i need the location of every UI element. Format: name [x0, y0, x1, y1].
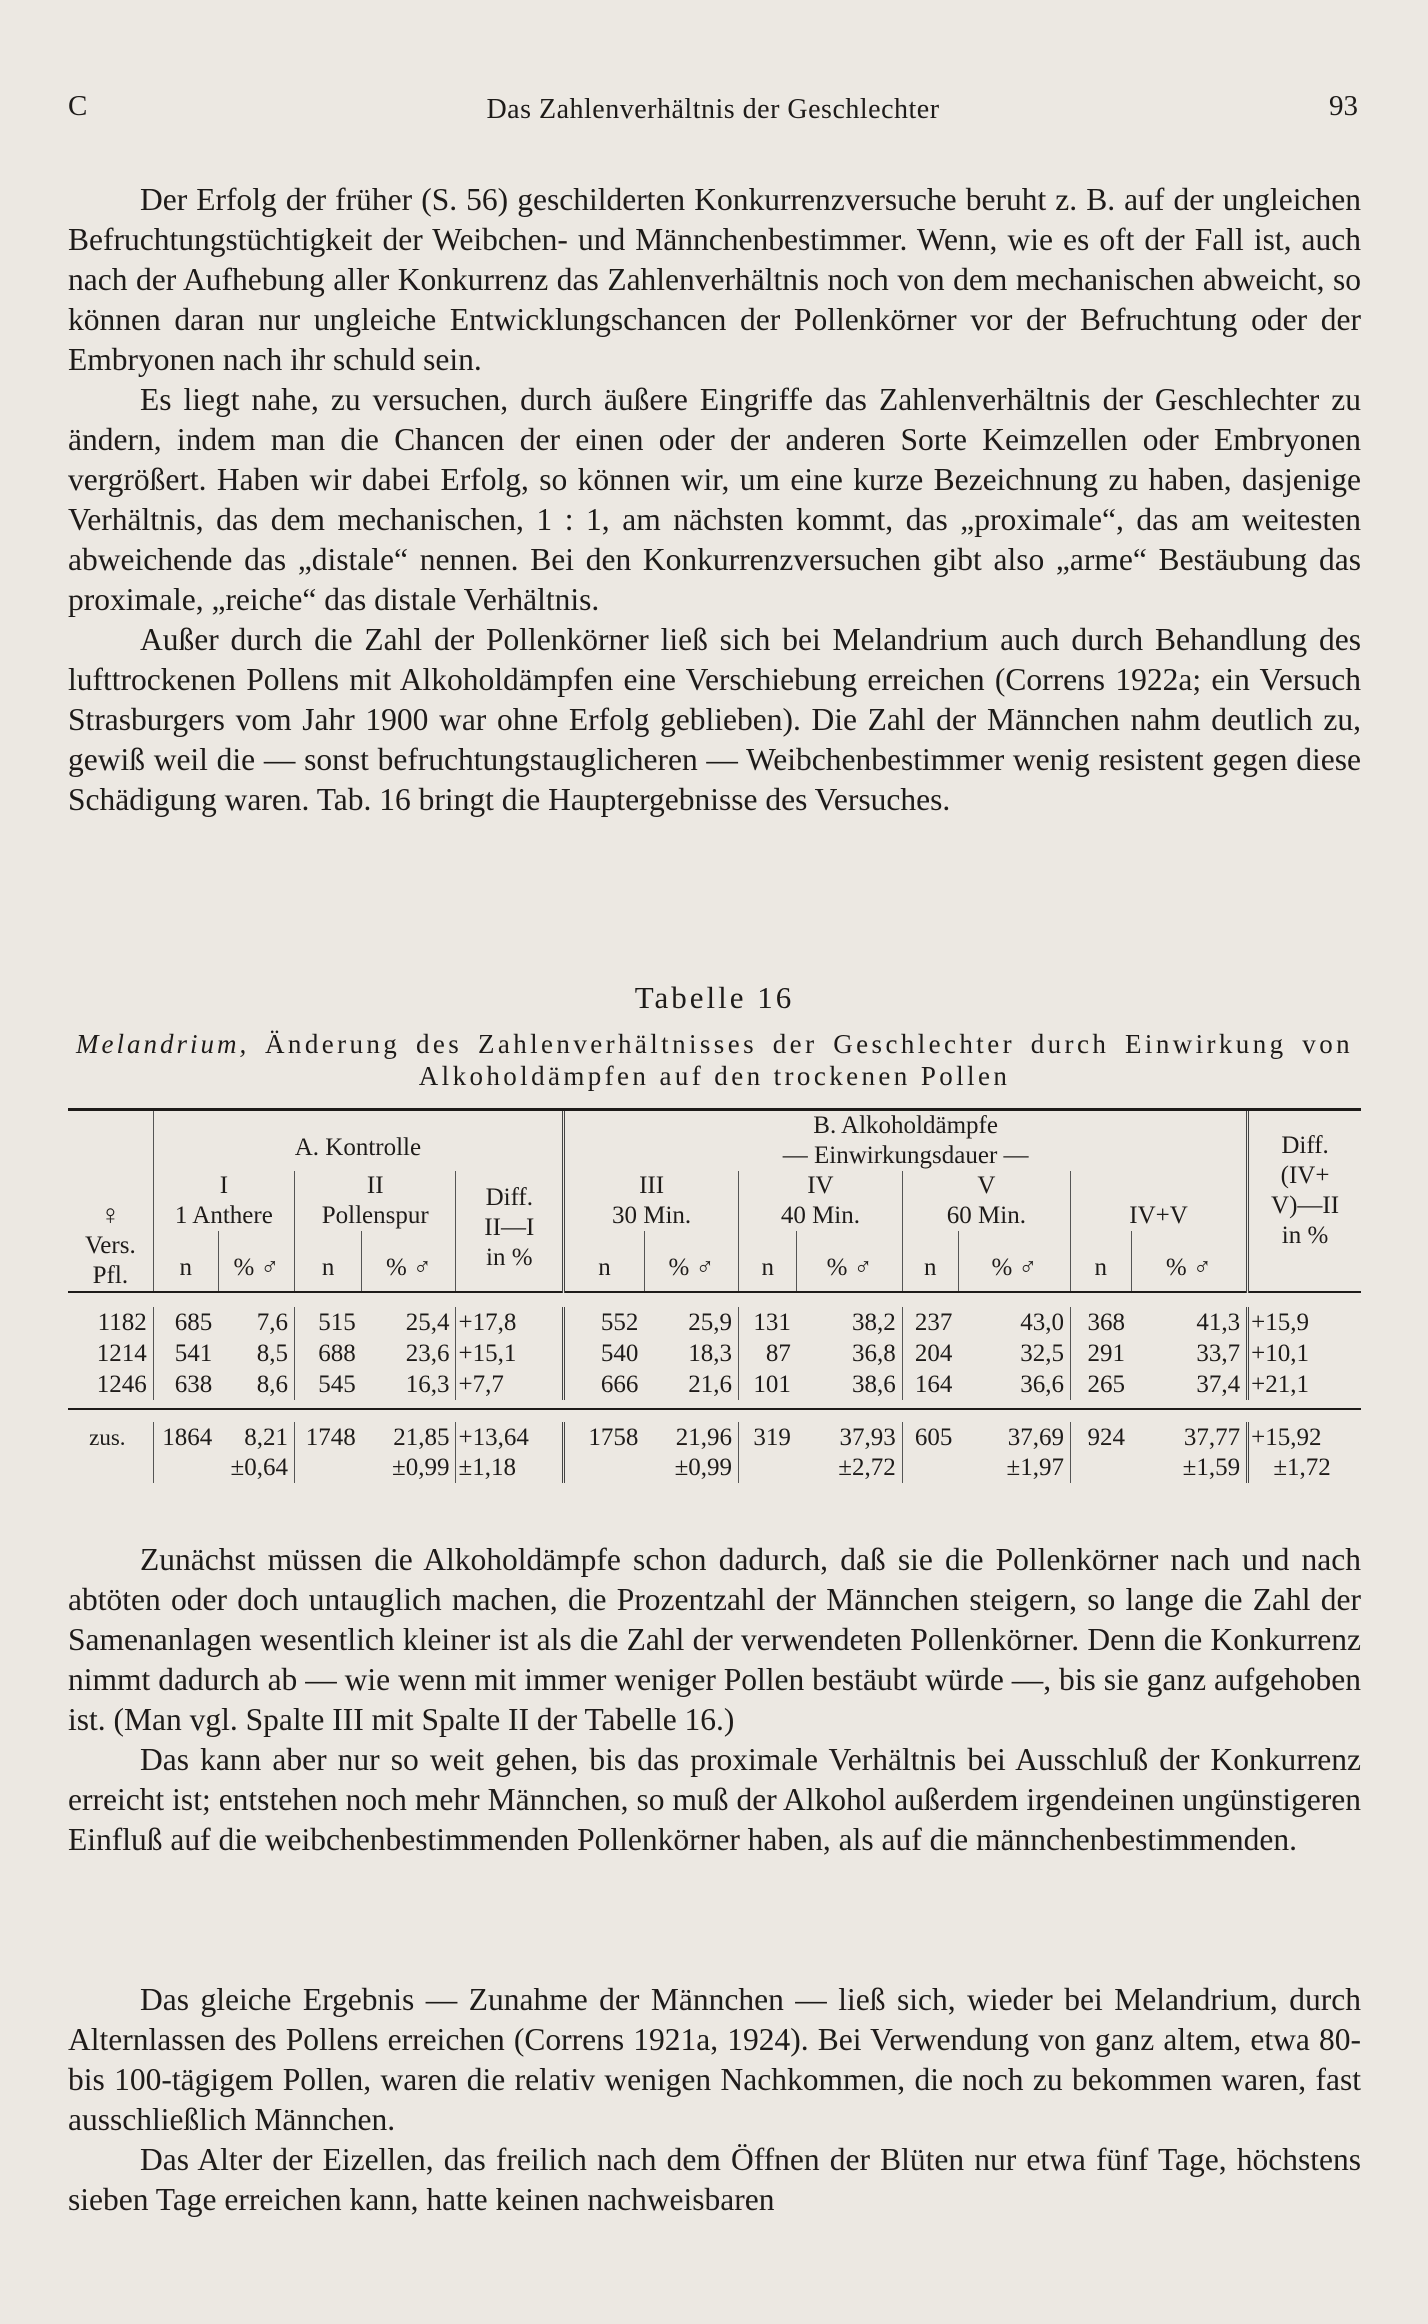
paragraph: Es liegt nahe, zu versuchen, durch äußere Eingriffe das Zahlenverhältnis der Geschlechter zu ändern, indem man die Chancen der einen oder der anderen Sorte Keimzellen oder Embryonen vergrößert. Haben wir dabei Erfolg, so können wir, um eine kurze Bezeichnung zu haben, dasjenige Verhältnis, das dem mechanischen, 1 : 1, am nächsten kommt, das „proximale“, das am weitesten abweichende das „distale“ nennen. Bei den Konkurrenzversuchen gibt also „arme“ Bestäubung das proximale, „reiche“ das distale Verhältnis.	[68, 382, 1361, 617]
col-III-sub: 30 Min.	[611, 1202, 692, 1229]
col-n: n	[295, 1231, 362, 1292]
cell: ±1,18	[456, 1453, 564, 1483]
cell: 688	[295, 1338, 362, 1369]
cell: ±0,99	[391, 1454, 450, 1481]
col-n: n	[1070, 1231, 1131, 1292]
col-IV-sub: 40 Min.	[780, 1202, 860, 1229]
cell: 8,6	[256, 1371, 288, 1398]
cell: ±1,59	[1182, 1454, 1241, 1481]
cell: 41,3	[1196, 1309, 1241, 1336]
table-title: Tabelle 16	[634, 980, 795, 1015]
table-sum-row	[68, 1422, 1361, 1453]
col-V-sub: 60 Min.	[946, 1202, 1026, 1229]
cell: 237	[902, 1307, 958, 1338]
table-row	[68, 1307, 1361, 1338]
cell: 1182	[97, 1309, 147, 1336]
text-block-3	[68, 1980, 1361, 2220]
cell: 7,6	[256, 1309, 288, 1336]
cell: +7,7	[456, 1369, 564, 1400]
table-header-row-1	[68, 1111, 1361, 1171]
col-III-header	[564, 1171, 739, 1231]
cell: 291	[1070, 1338, 1131, 1369]
diff-total-unit: in %	[1281, 1222, 1329, 1249]
table-subtitle-text: Änderung des Zahlenverhältnisses der Geschlechter durch Einwirkung von Alkoholdämpfen auf den trockenen Pollen	[249, 1029, 1353, 1091]
cell: 36,6	[1020, 1371, 1064, 1398]
group-b-header	[564, 1111, 1248, 1171]
cell: 540	[564, 1338, 645, 1369]
col-V-label: V	[977, 1172, 996, 1199]
col-III-label: III	[639, 1172, 665, 1199]
header-signature: C	[68, 90, 88, 122]
group-b-subtitle: — Einwirkungsdauer —	[782, 1142, 1029, 1169]
diff-formula: II—I	[484, 1214, 535, 1241]
cell: 8,5	[256, 1340, 288, 1367]
cell: 685	[153, 1307, 218, 1338]
table-subtitle	[68, 1028, 1361, 1092]
cell: 38,6	[852, 1371, 896, 1398]
cell: 1748	[295, 1422, 362, 1453]
col-II-header	[295, 1171, 456, 1231]
diff-total-formula-1: (IV+	[1280, 1162, 1330, 1189]
cell: 1758	[564, 1422, 645, 1453]
cell: ±2,72	[838, 1454, 896, 1481]
cell: 368	[1070, 1307, 1131, 1338]
cell: 23,6	[405, 1340, 450, 1367]
cell: ±1,72	[1248, 1453, 1361, 1483]
col-n: n	[902, 1231, 958, 1292]
diff-total-formula-2: V)—II	[1271, 1192, 1340, 1219]
cell	[153, 1453, 218, 1483]
cell	[739, 1453, 797, 1483]
paragraph: Das gleiche Ergebnis — Zunahme der Männchen — ließ sich, wieder bei Melandrium, durch Alternlassen des Pollens erreichen (Correns 1921a, 1924). Bei Verwendung von ganz altem, etwa 80- bis 100-tägigem Pollen, waren die relativ wenigen Nachkommen, die noch zu bekommen waren, fast ausschließlich Männchen.	[68, 1982, 1361, 2137]
group-a-header: A. Kontrolle	[153, 1111, 563, 1171]
cell: 37,69	[1007, 1424, 1064, 1451]
paragraph: Zunächst müssen die Alkoholdämpfe schon dadurch, daß sie die Pollenkörner nach und nach abtöten oder doch untauglich machen, die Prozentzahl der Männchen steigern, so lange die Zahl der Samenanlagen wesentlich kleiner ist als die Zahl der verwendeten Pollenkörner. Denn die Konkurrenz nimmt dadurch ab — wie wenn mit immer weniger Pollen bestäubt würde —, bis sie ganz aufgehoben ist. (Man vgl. Spalte III mit Spalte II der Tabelle 16.)	[68, 1542, 1361, 1737]
diff-total-label: Diff.	[1281, 1132, 1329, 1159]
cell: 33,7	[1196, 1340, 1241, 1367]
cell: 21,6	[688, 1371, 733, 1398]
cell: 36,8	[852, 1340, 896, 1367]
table-row	[68, 1338, 1361, 1369]
cell	[1070, 1453, 1131, 1483]
cell: zus.	[89, 1425, 126, 1450]
diff-total-header	[1248, 1111, 1361, 1292]
col-pct: % ♂	[362, 1231, 456, 1292]
col-pct: % ♂	[644, 1231, 738, 1292]
cell: ±0,64	[230, 1454, 288, 1481]
col-pct: % ♂	[797, 1231, 902, 1292]
cell	[902, 1453, 958, 1483]
cell: 43,0	[1020, 1309, 1064, 1336]
cell: 515	[295, 1307, 362, 1338]
cell: 21,96	[675, 1424, 733, 1451]
pfl-label: Pfl.	[92, 1262, 129, 1289]
col-I-label: I	[219, 1172, 229, 1199]
cell: 605	[902, 1422, 958, 1453]
cell: 1214	[96, 1340, 147, 1367]
vers-pfl-header	[68, 1231, 153, 1292]
cell: 16,3	[405, 1371, 450, 1398]
cell: 638	[153, 1369, 218, 1400]
cell: 552	[564, 1307, 645, 1338]
cell: +15,92	[1248, 1422, 1361, 1453]
cell: ±0,99	[674, 1454, 733, 1481]
col-IVV-header: IV+V	[1070, 1171, 1247, 1231]
paragraph: Das Alter der Eizellen, das freilich nach dem Öffnen der Blüten nur etwa fünf Tage, höchstens sieben Tage erreichen kann, hatte keinen nachweisbaren	[68, 2142, 1361, 2217]
table-header-row-2	[68, 1171, 1361, 1231]
cell: 541	[153, 1338, 218, 1369]
cell: +15,9	[1248, 1307, 1361, 1338]
cell: +10,1	[1248, 1338, 1361, 1369]
table-subtitle-species: Melandrium,	[76, 1029, 250, 1059]
cell: 164	[902, 1369, 958, 1400]
cell	[295, 1453, 362, 1483]
col-n: n	[739, 1231, 797, 1292]
col-n: n	[153, 1231, 218, 1292]
col-pct: % ♂	[1131, 1231, 1248, 1292]
text-block-2	[68, 1540, 1361, 1860]
diff-unit: in %	[486, 1244, 533, 1271]
cell: 545	[295, 1369, 362, 1400]
cell: 101	[739, 1369, 797, 1400]
col-n: n	[564, 1231, 645, 1292]
cell: 319	[739, 1422, 797, 1453]
paragraph: Der Erfolg der früher (S. 56) geschilderten Konkurrenzversuche beruht z. B. auf der ungleichen Befruchtungstüchtigkeit der Weibchen- und Männchenbestimmer. Wenn, wie es oft der Fall ist, auch nach der Aufhebung aller Konkurrenz das Zahlenverhältnis noch von dem mechanischen abweicht, so können daran nur ungleiche Entwicklungschancen der Pollenkörner vor der Befruchtung oder der Embryonen nach ihr schuld sein.	[68, 182, 1361, 377]
table-row	[68, 1369, 1361, 1400]
col-V-header	[902, 1171, 1070, 1231]
cell: 37,93	[839, 1424, 896, 1451]
diff-ii-i-header	[456, 1171, 564, 1292]
cell: 131	[739, 1307, 797, 1338]
cell: +15,1	[456, 1338, 564, 1369]
paragraph: Außer durch die Zahl der Pollenkörner ließ sich bei Melandrium auch durch Behandlung des lufttrockenen Pollens mit Alkoholdämpfen eine Verschiebung erreichen (Correns 1922a; ein Versuch Strasburgers vom Jahr 1900 war ohne Erfolg geblieben). Die Zahl der Männchen nahm deutlich zu, gewiß weil die — sonst befruchtungstauglicheren — Weibchenbestimmer wenig resistent gegen diese Schädigung waren. Tab. 16 bringt die Hauptergebnisse des Versuches.	[68, 622, 1361, 817]
cell: +13,64	[456, 1422, 564, 1453]
col-II-label: II	[366, 1172, 384, 1199]
col-pct: % ♂	[218, 1231, 294, 1292]
cell: 87	[739, 1338, 797, 1369]
cell: 21,85	[393, 1424, 450, 1451]
col-pct: % ♂	[958, 1231, 1070, 1292]
col-IV-label: IV	[807, 1172, 834, 1199]
cell: 204	[902, 1338, 958, 1369]
cell: 37,4	[1196, 1371, 1241, 1398]
cell: 265	[1070, 1369, 1131, 1400]
cell: 32,5	[1020, 1340, 1064, 1367]
col-I-sub: 1 Anthere	[174, 1202, 273, 1229]
running-header	[68, 90, 1358, 130]
cell: 25,9	[688, 1309, 733, 1336]
table-caption	[68, 978, 1361, 1092]
cell	[564, 1453, 645, 1483]
cell	[68, 1453, 153, 1483]
cell: +21,1	[1248, 1369, 1361, 1400]
cell: 18,3	[688, 1340, 733, 1367]
cell: 924	[1070, 1422, 1131, 1453]
cell: +17,8	[456, 1307, 564, 1338]
data-table	[68, 1108, 1361, 1483]
cell: 38,2	[852, 1309, 896, 1336]
diff-label: Diff.	[485, 1184, 534, 1211]
col-IV-header	[739, 1171, 903, 1231]
cell: 1246	[96, 1371, 147, 1398]
cell: 666	[564, 1369, 645, 1400]
header-title: Das Zahlenverhältnis der Geschlechter	[486, 94, 940, 125]
table-header-row-3	[68, 1231, 1361, 1292]
vers-label: Vers.	[85, 1232, 136, 1259]
group-b-title: B. Alkoholdämpfe	[813, 1112, 998, 1139]
cell: ±1,97	[1006, 1454, 1064, 1481]
cell: 8,21	[244, 1424, 288, 1451]
cell: 37,77	[1183, 1424, 1241, 1451]
cell: 1864	[153, 1422, 218, 1453]
paragraph: Das kann aber nur so weit gehen, bis das proximale Verhältnis bei Ausschluß der Konkurrenz erreicht ist; entstehen noch mehr Männchen, so muß der Alkohol außerdem irgendeinen ungünstigeren Einfluß auf die weibchenbestimmenden Pollenkörner haben, als auf die männchenbestimmenden.	[68, 1742, 1361, 1857]
female-symbol: ♀	[99, 1200, 121, 1231]
cell: 25,4	[405, 1309, 450, 1336]
col-I-header	[153, 1171, 294, 1231]
col-II-sub: Pollenspur	[321, 1202, 429, 1229]
page-number: 93	[1329, 90, 1358, 122]
table-error-row	[68, 1453, 1361, 1483]
text-block-1	[68, 180, 1361, 820]
